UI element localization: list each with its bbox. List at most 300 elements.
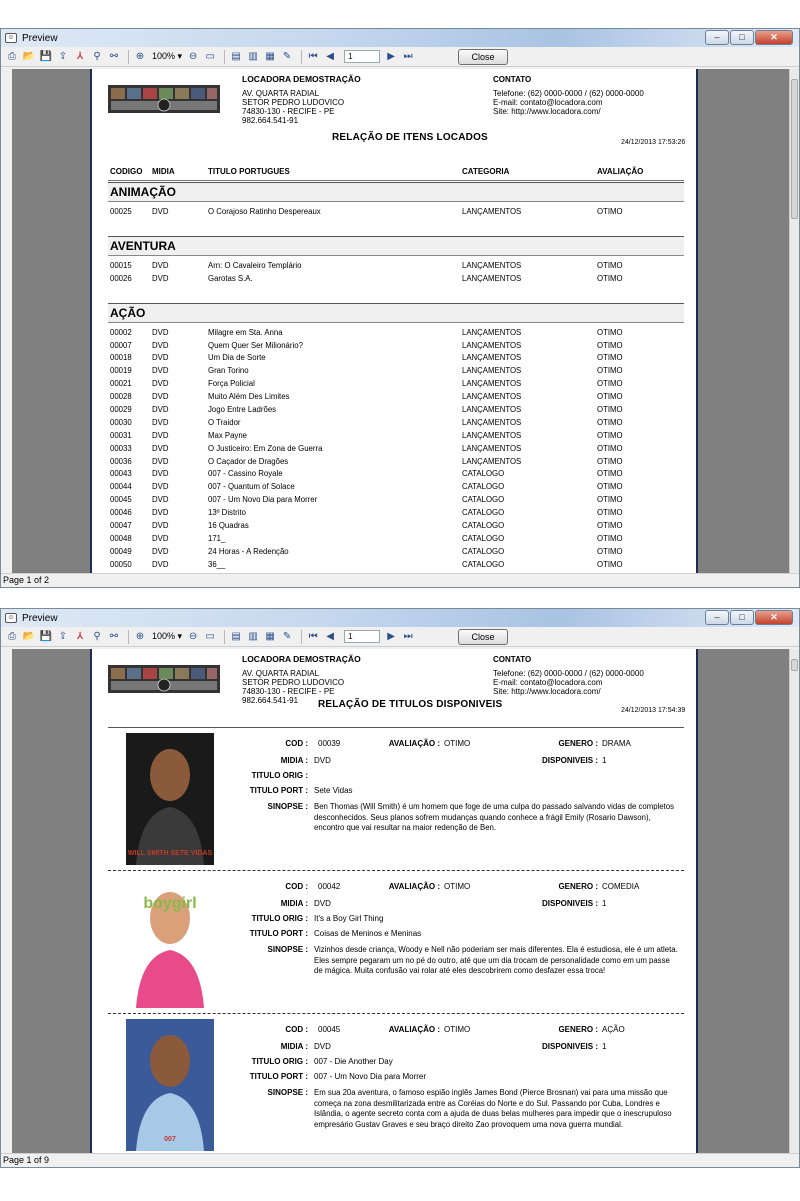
value-avaliacao: OTIMO (444, 882, 471, 891)
cell-avaliacao: OTIMO (597, 430, 623, 440)
single-page-icon[interactable]: ▤ (231, 631, 241, 642)
movie-poster (126, 876, 214, 1008)
cell-codigo: 00033 (110, 443, 132, 453)
label-avaliacao: AVALIAÇÃO : (388, 1025, 440, 1034)
value-midia: DVD (314, 1042, 331, 1051)
value-genero: COMEDIA (602, 882, 640, 891)
cell-categoria: CATALOGO (462, 482, 505, 492)
cell-midia: DVD (152, 417, 169, 427)
cell-avaliacao: OTIMO (597, 392, 623, 402)
find-next-icon[interactable]: ⚯ (109, 631, 119, 642)
preview-window-2 (0, 608, 800, 1168)
cell-categoria: LANÇAMENTOS (462, 273, 522, 283)
title-bar (1, 609, 799, 627)
find-next-icon[interactable]: ⚯ (109, 51, 119, 62)
table-row (108, 417, 684, 430)
page-width-icon[interactable]: ▭ (205, 51, 215, 62)
cell-midia: DVD (152, 443, 169, 453)
last-page-icon[interactable]: ⏭ (403, 51, 413, 62)
window-title: Preview (22, 612, 58, 624)
label-disponiveis: DISPONIVEIS : (541, 756, 598, 765)
record-separator (108, 870, 684, 871)
company-logo (108, 79, 220, 119)
value-sinopse: Ben Thomas (Will Smith) é um homem que foge de uma culpa do passado salvando vidas de completos desconhecidos. Seus planos sofrem mudanças quando conhece a frágil Emily (Rosario Dawson), encontro que vai resultar na maior redenção de Ben. (314, 802, 675, 832)
cell-avaliacao: OTIMO (597, 443, 623, 453)
company-info (242, 75, 361, 125)
cell-titulo: Milagre em Sta. Anna (208, 327, 283, 337)
value-disponiveis: 1 (602, 756, 607, 765)
cell-avaliacao: OTIMO (597, 327, 623, 337)
category-group (108, 303, 684, 585)
cell-codigo: 00048 (110, 533, 132, 543)
cell-codigo: 00019 (110, 366, 132, 376)
value-midia: DVD (314, 756, 331, 765)
close-window-button[interactable]: ✕ (755, 610, 793, 625)
movie-record (108, 1015, 684, 1155)
find-icon[interactable]: ⚲ (93, 51, 101, 62)
cell-midia: DVD (152, 273, 169, 283)
label-disponiveis: DISPONIVEIS : (541, 1042, 598, 1051)
cell-categoria: CATALOGO (462, 559, 505, 569)
label-sinopse: SINOPSE : (267, 945, 308, 954)
col-avaliacao: AVALIAÇÃO (597, 167, 644, 176)
cell-avaliacao: OTIMO (597, 508, 623, 518)
cell-titulo: 36__ (208, 559, 226, 569)
table-row (108, 443, 684, 456)
page-number-input[interactable]: 1 (344, 630, 380, 643)
report-page (90, 649, 698, 1154)
cell-titulo: O Corajoso Ratinho Despereaux (208, 207, 321, 216)
table-row (108, 404, 684, 417)
outline-icon[interactable]: ▦ (265, 631, 275, 642)
cell-avaliacao: OTIMO (597, 405, 623, 415)
company-name: LOCADORA DEMOSTRAÇÃO (242, 654, 361, 664)
cell-midia: DVD (152, 546, 169, 556)
table-row (108, 494, 684, 507)
cell-midia: DVD (152, 456, 169, 466)
cell-midia: DVD (152, 327, 169, 337)
cell-titulo: Quem Quer Ser Milionário? (208, 340, 303, 350)
record-separator (108, 1013, 684, 1014)
label-disponiveis: DISPONIVEIS : (541, 899, 598, 908)
cell-titulo: 007 - Quantum of Solace (208, 482, 295, 492)
cell-midia: DVD (152, 379, 169, 389)
col-codigo: CODIGO (110, 167, 143, 176)
value-avaliacao: OTIMO (444, 1025, 471, 1034)
cell-categoria: LANÇAMENTOS (462, 443, 522, 453)
print-icon[interactable]: ⎙ (8, 631, 16, 642)
report-title: RELAÇÃO DE TITULOS DISPONIVEIS (318, 699, 503, 710)
cell-categoria: CATALOGO (462, 533, 505, 543)
single-page-icon[interactable]: ▤ (231, 51, 241, 62)
cell-titulo: 13º Distrito (208, 508, 246, 518)
label-cod: COD : (285, 1025, 308, 1034)
cell-midia: DVD (152, 405, 169, 415)
label-midia: MIDIA : (280, 899, 308, 908)
label-sinopse: SINOPSE : (267, 1088, 308, 1097)
cell-titulo: 171_ (208, 533, 226, 543)
value-titulo-orig: 007 - Die Another Day (314, 1057, 393, 1066)
value-genero: DRAMA (602, 739, 631, 748)
zoom-out-icon[interactable]: ⊖ (188, 631, 198, 642)
cell-avaliacao: OTIMO (597, 546, 623, 556)
pdf-icon[interactable]: ⅄ (76, 631, 84, 642)
header-rule (108, 727, 684, 728)
table-row (108, 546, 684, 559)
cell-midia: DVD (152, 482, 169, 492)
pdf-icon[interactable]: ⅄ (76, 51, 84, 62)
value-disponiveis: 1 (602, 899, 607, 908)
report-page (90, 69, 698, 574)
cell-titulo: 007 - Um Novo Dia para Morrer (208, 495, 318, 505)
cell-midia: DVD (152, 521, 169, 531)
table-row (108, 340, 684, 353)
multi-page-icon[interactable]: ▥ (248, 631, 258, 642)
outline-icon[interactable]: ▦ (265, 51, 275, 62)
cell-titulo: O Traidor (208, 417, 241, 427)
app-icon: ☺ (5, 613, 17, 623)
cell-titulo: 16 Quadras (208, 521, 249, 531)
cell-avaliacao: OTIMO (597, 340, 623, 350)
table-row (108, 260, 684, 273)
toolbar (1, 47, 799, 67)
multi-page-icon[interactable]: ▥ (248, 51, 258, 62)
cell-categoria: LANÇAMENTOS (462, 260, 522, 270)
cell-codigo: 00043 (110, 469, 132, 479)
vertical-scrollbar[interactable] (789, 69, 799, 574)
cell-midia: DVD (152, 508, 169, 518)
category-group (108, 236, 684, 286)
cell-midia: DVD (152, 340, 169, 350)
cell-titulo: Muito Além Des Limites (208, 392, 290, 402)
cell-categoria: CATALOGO (462, 469, 505, 479)
cell-avaliacao: OTIMO (597, 353, 623, 363)
title-bar (1, 29, 799, 47)
company-info (242, 655, 361, 705)
cell-codigo: 00036 (110, 456, 132, 466)
maximize-button[interactable]: □ (730, 30, 754, 45)
table-row (108, 430, 684, 443)
cell-midia: DVD (152, 430, 169, 440)
contact-phone: Telefone: (62) 0000-0000 / (62) 0000-0000 (493, 669, 644, 678)
value-cod: 00039 (318, 739, 341, 748)
cell-titulo: Gran Torino (208, 366, 249, 376)
open-icon[interactable]: 📂 (22, 51, 36, 62)
contact-title: CONTATO (493, 75, 532, 84)
toolbar (1, 627, 799, 647)
contact-info (493, 655, 644, 696)
movie-record (108, 872, 684, 1012)
cell-categoria: CATALOGO (462, 546, 505, 556)
table-row (108, 481, 684, 494)
table-row (108, 206, 684, 219)
table-row (108, 327, 684, 340)
col-midia: MIDIA (152, 167, 175, 176)
cell-codigo: 00026 (110, 273, 132, 283)
cell-codigo: 00047 (110, 521, 132, 531)
cell-avaliacao: OTIMO (597, 469, 623, 479)
preview-window-1 (0, 28, 800, 588)
poster-title: WILL SMITH SETE VIDAS (127, 850, 213, 857)
next-page-icon[interactable]: ▶ (387, 631, 395, 642)
cell-categoria: CATALOGO (462, 495, 505, 505)
table-row (108, 468, 684, 481)
find-icon[interactable]: ⚲ (93, 631, 101, 642)
cell-avaliacao: OTIMO (597, 521, 623, 531)
column-header-row (108, 165, 684, 181)
cell-titulo: 007 - Cassino Royale (208, 469, 283, 479)
table-row (108, 520, 684, 533)
zoom-out-icon[interactable]: ⊖ (188, 51, 198, 62)
label-titulo-port: TITULO PORT : (249, 929, 308, 938)
minimize-button[interactable]: – (705, 30, 729, 45)
toolbar-separator (301, 50, 302, 64)
label-titulo-orig: TITULO ORIG : (251, 1057, 308, 1066)
minimize-button[interactable]: – (705, 610, 729, 625)
value-titulo-port: Coisas de Meninos e Meninas (314, 929, 422, 938)
label-titulo-port: TITULO PORT : (249, 1072, 308, 1081)
cell-titulo: O Justiceiro: Em Zona de Guerra (208, 443, 323, 453)
maximize-button[interactable]: □ (730, 610, 754, 625)
cell-codigo: 00018 (110, 353, 132, 363)
company-address: AV. QUARTA RADIAL (242, 89, 320, 98)
cell-titulo: Um Dia de Sorte (208, 353, 266, 363)
table-row (108, 352, 684, 365)
category-title: AVENTURA (108, 236, 684, 256)
page-number-input[interactable]: 1 (344, 50, 380, 63)
cell-titulo: 24 Horas - A Redenção (208, 546, 289, 556)
print-icon[interactable]: ⎙ (8, 51, 16, 62)
cell-categoria: LANÇAMENTOS (462, 430, 522, 440)
label-genero: GENERO : (558, 882, 598, 891)
cell-titulo: Max Payne (208, 430, 248, 440)
cell-codigo: 00028 (110, 392, 132, 402)
scrollbar-thumb[interactable] (791, 79, 798, 219)
cell-avaliacao: OTIMO (597, 273, 623, 283)
company-id: 982.664.541-91 (242, 696, 299, 705)
zoom-select[interactable]: 100% ▾ (152, 51, 183, 61)
first-page-icon[interactable]: ⏮ (308, 51, 318, 62)
value-cod: 00045 (318, 1025, 341, 1034)
table-row (108, 533, 684, 546)
cell-categoria: LANÇAMENTOS (462, 417, 522, 427)
status-bar: Page 1 of 2 (1, 573, 799, 587)
cell-midia: DVD (152, 260, 169, 270)
cell-categoria: CATALOGO (462, 521, 505, 531)
table-row (108, 378, 684, 391)
movie-record (108, 729, 684, 869)
company-city: 74830-130 - RECIFE - PE (242, 687, 335, 696)
last-page-icon[interactable]: ⏭ (403, 631, 413, 642)
cell-avaliacao: OTIMO (597, 379, 623, 389)
company-id: 982.664.541-91 (242, 116, 299, 125)
table-row (108, 456, 684, 469)
value-titulo-orig: It's a Boy Girl Thing (314, 914, 384, 923)
cell-codigo: 00002 (110, 327, 132, 337)
contact-site: Site: http://www.locadora.com/ (493, 687, 601, 696)
cell-avaliacao: OTIMO (597, 559, 623, 569)
cell-avaliacao: OTIMO (597, 456, 623, 466)
category-title: ANIMAÇÃO (108, 182, 684, 202)
value-sinopse: Em sua 20a aventura, o famoso espião inglês James Bond (Pierce Brosnan) vai para uma missão que começa na zona desmilitarizada entre as Coréias do Norte e do Sul. Passando por Cuba, Londres e Islândia, o agente secreto conta com a ajuda de duas belas mulheres para impedir que o inescrupuloso empresário Gustav Graves e seu braço direito Zao provoquem uma nova guerra mundial. (314, 1088, 672, 1129)
vertical-scrollbar[interactable] (789, 649, 799, 1154)
zoom-in-icon[interactable]: ⊕ (135, 51, 145, 62)
report-date: 24/12/2013 17:54:39 (621, 707, 686, 714)
save-icon[interactable]: 💾 (39, 631, 53, 642)
movie-poster (126, 733, 214, 865)
cell-codigo: 00031 (110, 430, 132, 440)
cell-midia: DVD (152, 366, 169, 376)
next-page-icon[interactable]: ▶ (387, 51, 395, 62)
toolbar-separator (128, 50, 129, 64)
contact-email: E-mail: contato@locadora.com (493, 678, 603, 687)
company-name: LOCADORA DEMOSTRAÇÃO (242, 74, 361, 84)
company-logo (108, 659, 220, 699)
cell-titulo: Força Policial (208, 379, 255, 389)
cell-categoria: LANÇAMENTOS (462, 366, 522, 376)
label-midia: MIDIA : (280, 1042, 308, 1051)
contact-site: Site: http://www.locadora.com/ (493, 107, 601, 116)
cell-avaliacao: OTIMO (597, 495, 623, 505)
cell-categoria: LANÇAMENTOS (462, 405, 522, 415)
label-avaliacao: AVALIAÇÃO : (388, 882, 440, 891)
label-titulo-port: TITULO PORT : (249, 786, 308, 795)
cell-midia: DVD (152, 469, 169, 479)
label-cod: COD : (285, 739, 308, 748)
report-date: 24/12/2013 17:53:26 (621, 139, 686, 146)
col-categoria: CATEGORIA (462, 167, 510, 176)
col-titulo: TITULO PORTUGUES (208, 167, 290, 176)
cell-codigo: 00029 (110, 405, 132, 415)
cell-codigo: 00046 (110, 508, 132, 518)
cell-titulo: Arn: O Cavaleiro Templário (208, 260, 302, 270)
contact-phone: Telefone: (62) 0000-0000 / (62) 0000-0000 (493, 89, 644, 98)
edit-icon[interactable]: ✎ (282, 631, 292, 642)
cell-codigo: 00025 (110, 207, 132, 216)
cell-midia: DVD (152, 207, 169, 216)
cell-titulo: Jogo Entre Ladrões (208, 405, 277, 415)
label-titulo-orig: TITULO ORIG : (251, 914, 308, 923)
category-group (108, 182, 684, 219)
export-icon[interactable]: ⇪ (58, 51, 68, 62)
toolbar-separator (224, 630, 225, 644)
poster-title: boygirl (143, 895, 197, 912)
cell-categoria: LANÇAMENTOS (462, 207, 522, 216)
value-avaliacao: OTIMO (444, 739, 471, 748)
page-width-icon[interactable]: ▭ (205, 631, 215, 642)
label-midia: MIDIA : (280, 756, 308, 765)
cell-categoria: LANÇAMENTOS (462, 353, 522, 363)
cell-categoria: LANÇAMENTOS (462, 327, 522, 337)
status-bar: Page 1 of 9 (1, 1153, 799, 1167)
label-genero: GENERO : (558, 1025, 598, 1034)
cell-codigo: 00015 (110, 260, 132, 270)
cell-midia: DVD (152, 559, 169, 569)
cell-categoria: LANÇAMENTOS (462, 456, 522, 466)
company-address: AV. QUARTA RADIAL (242, 669, 320, 678)
first-page-icon[interactable]: ⏮ (308, 631, 318, 642)
table-row (108, 273, 684, 286)
value-midia: DVD (314, 899, 331, 908)
label-sinopse: SINOPSE : (267, 802, 308, 811)
cell-midia: DVD (152, 353, 169, 363)
value-titulo-port: Sete Vidas (314, 786, 353, 795)
cell-categoria: LANÇAMENTOS (462, 340, 522, 350)
value-genero: AÇÃO (602, 1025, 625, 1034)
contact-email: E-mail: contato@locadora.com (493, 98, 603, 107)
zoom-in-icon[interactable]: ⊕ (135, 631, 145, 642)
cell-avaliacao: OTIMO (597, 482, 623, 492)
table-row (108, 507, 684, 520)
toolbar-separator (301, 630, 302, 644)
window-title: Preview (22, 32, 58, 44)
scrollbar-thumb[interactable] (791, 659, 798, 671)
value-sinopse: Vizinhos desde criança, Woody e Nell não poderiam ser mais diferentes. Ela é estudiosa, ele é um atleta. Eles sempre pegaram um no pé do outro, até que um dia trocam de personalidade como em um passe de mágica. Muita confusão vai rolar até eles descobrirem como desfazer essa troca! (314, 945, 678, 975)
cell-codigo: 00044 (110, 482, 132, 492)
app-icon: ☺ (5, 33, 17, 43)
cell-avaliacao: OTIMO (597, 417, 623, 427)
cell-codigo: 00021 (110, 379, 132, 389)
export-icon[interactable]: ⇪ (58, 631, 68, 642)
report-title: RELAÇÃO DE ITENS LOCADOS (332, 132, 488, 143)
table-row (108, 365, 684, 378)
edit-icon[interactable]: ✎ (282, 51, 292, 62)
value-disponiveis: 1 (602, 1042, 607, 1051)
cell-categoria: CATALOGO (462, 508, 505, 518)
cell-avaliacao: OTIMO (597, 207, 623, 216)
save-icon[interactable]: 💾 (39, 51, 53, 62)
table-row (108, 391, 684, 404)
cell-codigo: 00050 (110, 559, 132, 569)
cell-midia: DVD (152, 392, 169, 402)
contact-info (493, 75, 644, 116)
prev-page-icon[interactable]: ◀ (326, 51, 334, 62)
movie-poster (126, 1019, 214, 1151)
report-viewport[interactable] (12, 69, 793, 574)
close-button[interactable]: Close (458, 49, 508, 65)
report-viewport[interactable] (12, 649, 793, 1154)
close-button[interactable]: Close (458, 629, 508, 645)
cell-codigo: 00007 (110, 340, 132, 350)
label-genero: GENERO : (558, 739, 598, 748)
contact-title: CONTATO (493, 655, 532, 664)
close-window-button[interactable]: ✕ (755, 30, 793, 45)
company-district: SETOR PEDRO LUDOVICO (242, 678, 345, 687)
label-titulo-orig: TITULO ORIG : (251, 771, 308, 780)
value-titulo-port: 007 - Um Novo Dia para Morrer (314, 1072, 427, 1081)
company-city: 74830-130 - RECIFE - PE (242, 107, 335, 116)
cell-avaliacao: OTIMO (597, 366, 623, 376)
zoom-select[interactable]: 100% ▾ (152, 631, 183, 641)
category-title: AÇÃO (108, 303, 684, 323)
cell-avaliacao: OTIMO (597, 260, 623, 270)
cell-categoria: LANÇAMENTOS (462, 379, 522, 389)
cell-avaliacao: OTIMO (597, 533, 623, 543)
cell-titulo: O Caçador de Dragões (208, 456, 289, 466)
toolbar-separator (128, 630, 129, 644)
cell-midia: DVD (152, 533, 169, 543)
value-cod: 00042 (318, 882, 341, 891)
cell-codigo: 00049 (110, 546, 132, 556)
cell-codigo: 00030 (110, 417, 132, 427)
cell-codigo: 00045 (110, 495, 132, 505)
label-cod: COD : (285, 882, 308, 891)
table-row (108, 559, 684, 572)
company-district: SETOR PEDRO LUDOVICO (242, 98, 345, 107)
cell-categoria: LANÇAMENTOS (462, 392, 522, 402)
prev-page-icon[interactable]: ◀ (326, 631, 334, 642)
open-icon[interactable]: 📂 (22, 631, 36, 642)
